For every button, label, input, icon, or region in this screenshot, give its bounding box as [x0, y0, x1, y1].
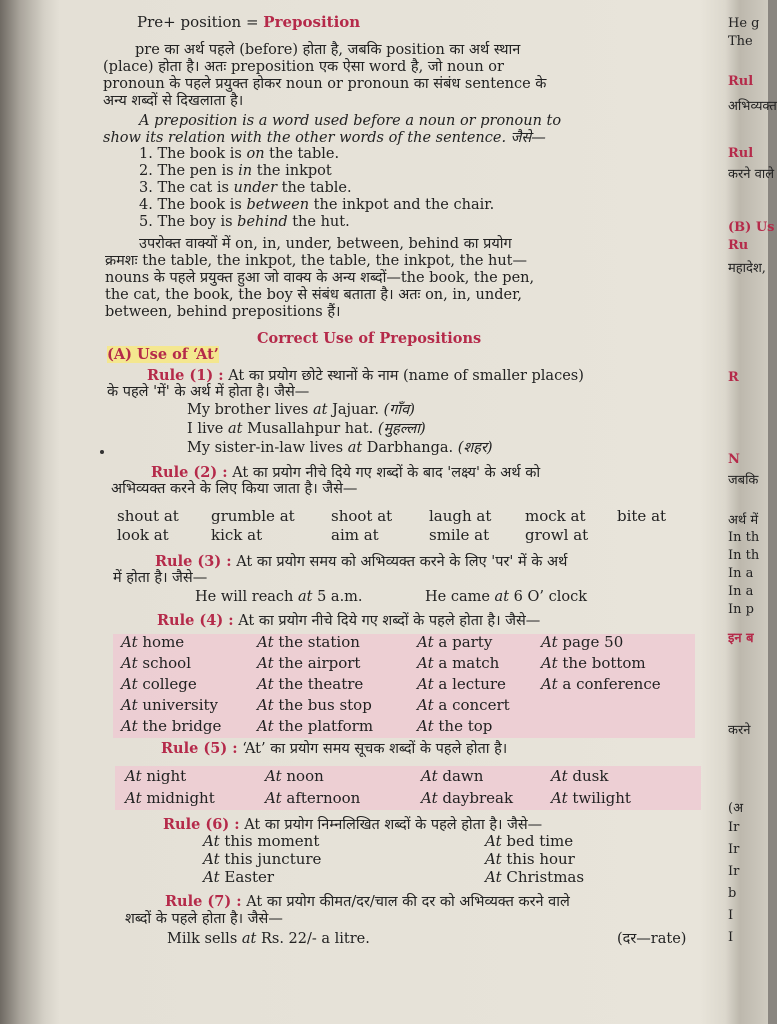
phrase-cell: At a concert	[417, 696, 510, 714]
right-page-fragment: (अ	[728, 801, 744, 816]
right-page-fragment: जबकि	[728, 473, 759, 488]
list-item: 2. The pen is in the inkpot	[139, 163, 332, 179]
phrase-cell: At the station	[257, 633, 360, 651]
example-line: My brother lives at Jajuar. (गाँव)	[187, 402, 415, 418]
phrase-cell: At a party	[417, 633, 493, 651]
phrase-cell: At university	[121, 696, 219, 714]
right-page-fragment: अभिव्यक्त	[728, 99, 777, 114]
page-title: Pre+ position = Preposition	[137, 13, 361, 31]
phrase-cell: At the bridge	[121, 717, 222, 735]
right-page-fragment: In th	[728, 548, 760, 563]
right-page-fragment: In a	[728, 566, 754, 581]
phrase-cell: At noon	[265, 767, 324, 785]
phrase-cell: At page 50	[541, 633, 624, 651]
right-page-fragment: The	[728, 34, 753, 49]
phrase-cell: At night	[125, 767, 187, 785]
phrase-cell: At a conference	[541, 675, 661, 693]
list-item: 5. The boy is behind the hut.	[139, 214, 350, 230]
section-title: Correct Use of Prepositions	[257, 330, 482, 347]
example-line: Milk sells at Rs. 22/- a litre.	[167, 931, 370, 947]
right-page-fragment: करने वाले	[728, 167, 775, 182]
phrase-cell: At dawn	[421, 767, 484, 785]
example-line: He will reach at 5 a.m.	[195, 589, 363, 605]
phrase-cell: At the theatre	[257, 675, 364, 693]
right-page-fragment: Ir	[728, 864, 740, 879]
phrase-cell: At this moment	[203, 832, 320, 850]
right-page-fragment: Ru	[728, 238, 749, 253]
phrase-cell: At the platform	[257, 717, 374, 735]
right-page-fragment: इन ब	[728, 631, 754, 646]
rule-5-table	[125, 768, 711, 807]
rule-6-table	[203, 833, 685, 886]
right-page-fragment: In p	[728, 602, 754, 617]
rule-4-table	[121, 634, 711, 735]
phrase-cell: At twilight	[551, 789, 631, 807]
right-page-fragment: (B) Us	[728, 220, 775, 235]
right-page-fragment: Ir	[728, 842, 740, 857]
right-page-fragment: He g	[728, 16, 760, 31]
right-page-fragment: b	[728, 886, 737, 901]
right-page-fragment: Rul	[728, 74, 754, 89]
phrase-cell: At daybreak	[421, 789, 514, 807]
phrase-cell: At Easter	[203, 868, 275, 886]
example-line: He came at 6 O’ clock	[425, 589, 587, 605]
right-page-fragment: Ir	[728, 820, 740, 835]
phrase-cell: At school	[121, 654, 191, 672]
right-page-fragment: In a	[728, 584, 754, 599]
right-page-fragment: N	[728, 452, 740, 467]
phrase-cell: At a lecture	[417, 675, 506, 693]
subsection-title: (A) Use of ‘At’	[107, 346, 219, 363]
phrase-cell: At this hour	[485, 850, 575, 868]
phrase-cell: At afternoon	[265, 789, 361, 807]
right-page-fragment: I	[728, 930, 734, 945]
phrase-cell	[541, 718, 711, 735]
phrase-cell: At home	[121, 633, 185, 651]
right-page-edge	[720, 0, 777, 1024]
dot-mark	[100, 450, 104, 454]
right-page-fragment: I	[728, 908, 734, 923]
right-page-fragment: In th	[728, 530, 760, 545]
right-page-fragment: R	[728, 370, 739, 385]
phrase-cell	[541, 697, 711, 714]
phrase-cell: At the airport	[257, 654, 361, 672]
right-page-fragment: Rul	[728, 146, 754, 161]
right-page-fragment: अर्थ में	[728, 513, 759, 528]
phrase-cell: At midnight	[125, 789, 215, 807]
list-item: 3. The cat is under the table.	[139, 180, 352, 196]
phrase-cell: At Christmas	[485, 868, 585, 886]
example-line: I live at Musallahpur hat. (मुहल्ला)	[187, 421, 426, 437]
phrase-cell: At the bus stop	[257, 696, 372, 714]
right-page-fragment: करने	[728, 723, 751, 738]
phrase-cell: At the top	[417, 717, 493, 735]
example-line: My sister-in-law lives at Darbhanga. (शहर)	[187, 440, 493, 456]
left-page: Pre+ position = Preposition pre का अर्थ पहले (before) होता है, जबकि position का अर्थ स्थान (place) होता है। अतः preposition एक ऐसा word है, जो noun or pronoun के पहले प्रयुक्त होकर noun or pronoun का संबंध sentence के अन्य शब्दों से दिखलाता है। A preposition is a word used before a noun or pronoun to show its relation with the other words of the sentence. जैसे— 1. The book is on the table. 2. The pen is in the inkpot 3. The cat is under the table. 4. The book is between the inkpot and the chair. 5. The boy is behind the hut. उपरोक्त वाक्यों में on, in, under, between, behind का प्रयोग क्रमशः the table, the inkpot, the table, the inkpot, the hut— nouns के पहले प्रयुक्त हुआ जो वाक्य के अन्य शब्दों—the book, the pen, the cat, the book, the boy से संबंध बताता है। अतः on, in, under, between, behind prepositions हैं। Correct Use of Prepositions (A) Use of ‘At’ Rule (1) : At का प्रयोग छोटे स्थानों के नाम (name of smaller places) के पहले 'में' के अर्थ में होता है। जैसे— My brother lives at Jajuar. (गाँव) I live at Musallahpur hat. (मुहल्ला) My sister-in-law lives at Darbhanga. (शहर) Rule (2) : At का प्रयोग नीचे दिये गए शब्दों के बाद 'लक्ष्य' के अर्थ को अभिव्यक्त करने के लिए किया जाता है। जैसे— shout at grumble at shoot at laugh at mock at bite at look at kick at aim at smile at growl at Rule (3) : At का प्रयोग समय को अभिव्यक्त करने के लिए 'पर' में के अर्थ में होता है। जैसे— He will reach at 5 a.m. He came at 6 O’ clock Rule (4) : At का प्रयोग नीचे दिये गए शब्दों के पहले होता है। जैसे— At home At the station At a party At page 50 At school At the airport At a match At the bottom At college At the theatre At a lecture At a conference At university At the bus stop At a concert At the bridge At the platform At the top Rule (5) : ‘At’ का प्रयोग समय सूचक शब्दों के पहले होता है। At night At noon At dawn At dusk At midnight At afternoon At daybreak At twilight Rule (6) : At का प्रयोग निम्नलिखित शब्दों के पहले होता है। जैसे— At this moment At bed time At this juncture At this hour At Easter At Christmas Rule (7) : At का प्रयोग कीमत/दर/चाल की दर को अभिव्यक्त करने वाले शब्दों के पहले होता है। जैसे— Milk sells at Rs. 22/- a litre. (दर—rate)	[95, 0, 715, 1024]
right-page-fragment: महादेश,	[728, 261, 766, 276]
rate-note: (दर—rate)	[617, 931, 687, 947]
list-item: 4. The book is between the inkpot and the chair.	[139, 197, 495, 213]
phrase-cell: At college	[121, 675, 197, 693]
phrase-cell: At dusk	[551, 767, 609, 785]
phrase-cell: At bed time	[485, 832, 574, 850]
phrase-cell: At a match	[417, 654, 500, 672]
list-item: 1. The book is on the table.	[139, 146, 340, 162]
phrase-cell: At the bottom	[541, 654, 646, 672]
phrase-cell: At this juncture	[203, 850, 322, 868]
